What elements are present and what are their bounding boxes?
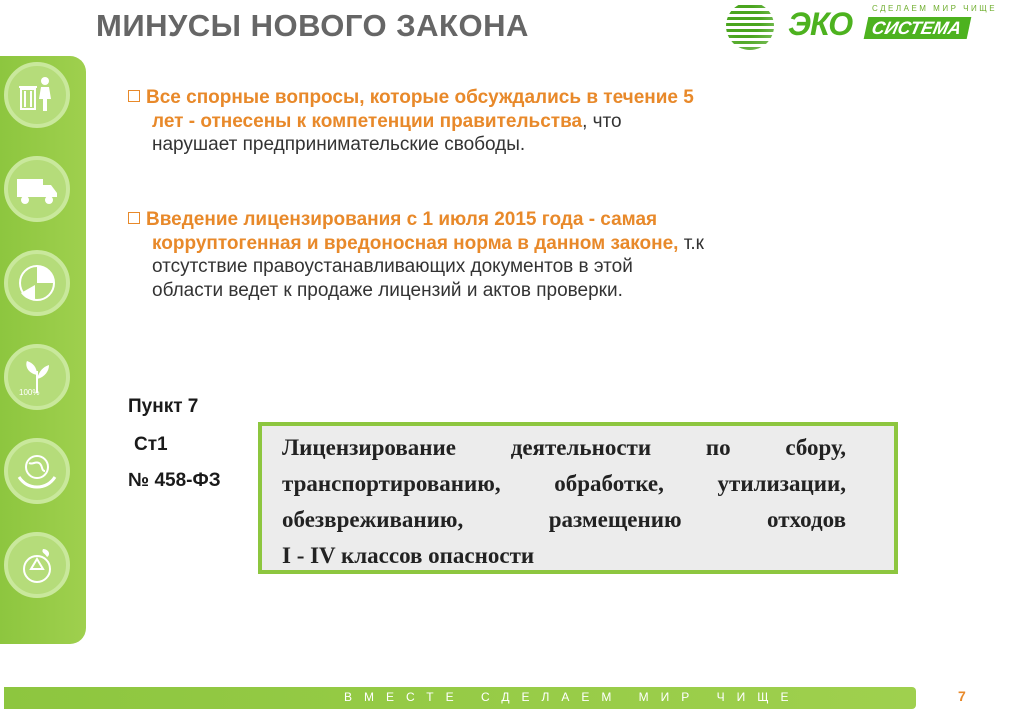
badge-100-percent: 100% xyxy=(19,388,40,397)
globe-logo-icon xyxy=(726,2,774,50)
bullet-2-line4: области ведет к продаже лицензий и актов проверки. xyxy=(152,279,623,301)
law-quote-text xyxy=(282,430,846,574)
left-sidebar xyxy=(0,56,86,644)
logo-brand-eko: ЭКО xyxy=(788,6,853,42)
checkbox-bullet-icon xyxy=(128,212,140,224)
bullet-2-tail: т.к xyxy=(678,232,704,254)
bullet-2-highlight-line2: корруптогенная и вредоносная норма в данном законе, xyxy=(152,232,679,254)
label-statya: Ст1 xyxy=(134,434,168,455)
bullet-2-line3: отсутствие правоустанавливающих документов в этой xyxy=(152,256,633,277)
law-line-1: Лицензирование деятельности по сбору, xyxy=(282,435,846,460)
label-punkt: Пункт 7 xyxy=(128,396,199,417)
bullet-1-tail: , что xyxy=(582,110,622,132)
bullet-1-line3: нарушает предпринимательские свободы. xyxy=(152,134,526,155)
label-law-number: № 458-ФЗ xyxy=(128,470,221,491)
law-quote-box xyxy=(258,422,898,574)
globe-hands-icon xyxy=(4,438,70,504)
pie-chart-icon xyxy=(4,250,70,316)
law-line-2: транспортированию, обработке, утилизации, xyxy=(282,471,846,496)
law-line-3: обезвреживанию, размещению отходов xyxy=(282,507,846,532)
bullet-1-highlight-line2: лет - отнесены к компетенции правительства xyxy=(152,110,583,132)
bullet-1-highlight-line1: Все спорные вопросы, которые обсуждались в течение 5 xyxy=(146,87,694,108)
garbage-truck-icon xyxy=(4,156,70,222)
checkbox-bullet-icon xyxy=(128,90,140,102)
eko-sistema-logo xyxy=(722,0,998,52)
bullet-point-1 xyxy=(128,86,800,157)
footer-bar xyxy=(4,687,916,709)
page-number: 7 xyxy=(958,688,966,704)
trash-bin-icon xyxy=(4,62,70,128)
logo-tagline: СДЕЛАЕМ МИР ЧИЩЕ xyxy=(872,4,998,13)
footer-slogan: ВМЕСТЕ СДЕЛАЕМ МИР ЧИЩЕ xyxy=(344,690,801,704)
plant-100-percent-icon xyxy=(4,344,70,410)
bullet-point-2 xyxy=(128,208,800,302)
recycle-icon xyxy=(4,532,70,598)
bullet-2-highlight-line1: Введение лицензирования с 1 июля 2015 года - самая xyxy=(146,209,658,230)
logo-brand-sistema: СИСТЕМА xyxy=(864,17,972,39)
law-line-4: I - IV классов опасности xyxy=(282,543,535,568)
page-title: МИНУСЫ НОВОГО ЗАКОНА xyxy=(96,8,529,43)
